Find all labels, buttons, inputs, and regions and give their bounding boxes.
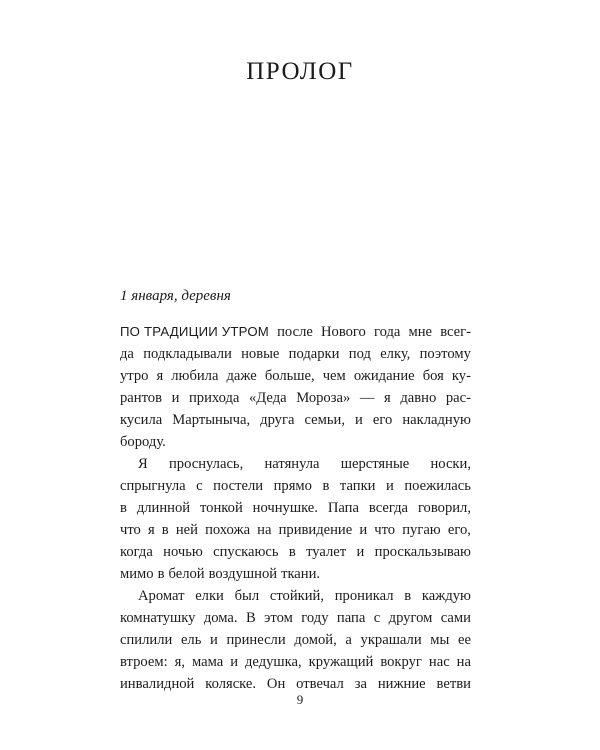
text-line: спилили ель и принесли домой, а украшали мы ее: [120, 632, 471, 648]
paragraph: [120, 585, 471, 695]
paragraph: [120, 453, 471, 585]
chapter-title: ПРОЛОГ: [246, 58, 354, 85]
text-line: мимо в белой воздушной ткани.: [120, 566, 321, 582]
text-line: в длинной тонкой ночнушке. Папа всегда говорил,: [120, 500, 471, 516]
paragraph: [120, 321, 471, 453]
text-line: рантов и прихода «Деда Мороза» — я давно рас-: [120, 390, 471, 406]
text-line: инвалидной коляске. Он отвечал за нижние ветви: [120, 676, 471, 692]
body-text: [120, 321, 471, 695]
text-line: ПО ТРАДИЦИИ УТРОМ после Нового года мне всег-: [120, 321, 471, 343]
text-line: Аромат елки был стойкий, проникал в каждую: [138, 588, 471, 604]
page-number: 9: [296, 692, 304, 707]
text-line: что я в ней похожа на привидение и что пугаю его,: [120, 522, 471, 538]
text-line: бороду.: [120, 434, 166, 450]
text-line: комнатушку дома. В этом году папа с другом сами: [120, 610, 471, 626]
text-line: спрыгнула с постели прямо в тапки и поежилась: [120, 478, 471, 494]
text-line: да подкладывали новые подарки под елку, поэтому: [120, 346, 471, 362]
text-line: когда ночью спускаюсь в туалет и проскальзываю: [120, 544, 471, 560]
text-line: Я проснулась, натянула шерстяные носки,: [138, 456, 471, 472]
lead-in-small-caps: ПО ТРАДИЦИИ УТРОМ: [120, 324, 269, 339]
text-line: утро я любила даже больше, чем ожидание боя ку-: [120, 368, 471, 384]
text-line: кусила Мартыныча, друга семьи, и его накладную: [120, 412, 471, 428]
epigraph-date-place: 1 января, деревня: [120, 288, 231, 304]
text-line: втроем: я, мама и дедушка, кружащий вокруг нас на: [120, 654, 471, 670]
